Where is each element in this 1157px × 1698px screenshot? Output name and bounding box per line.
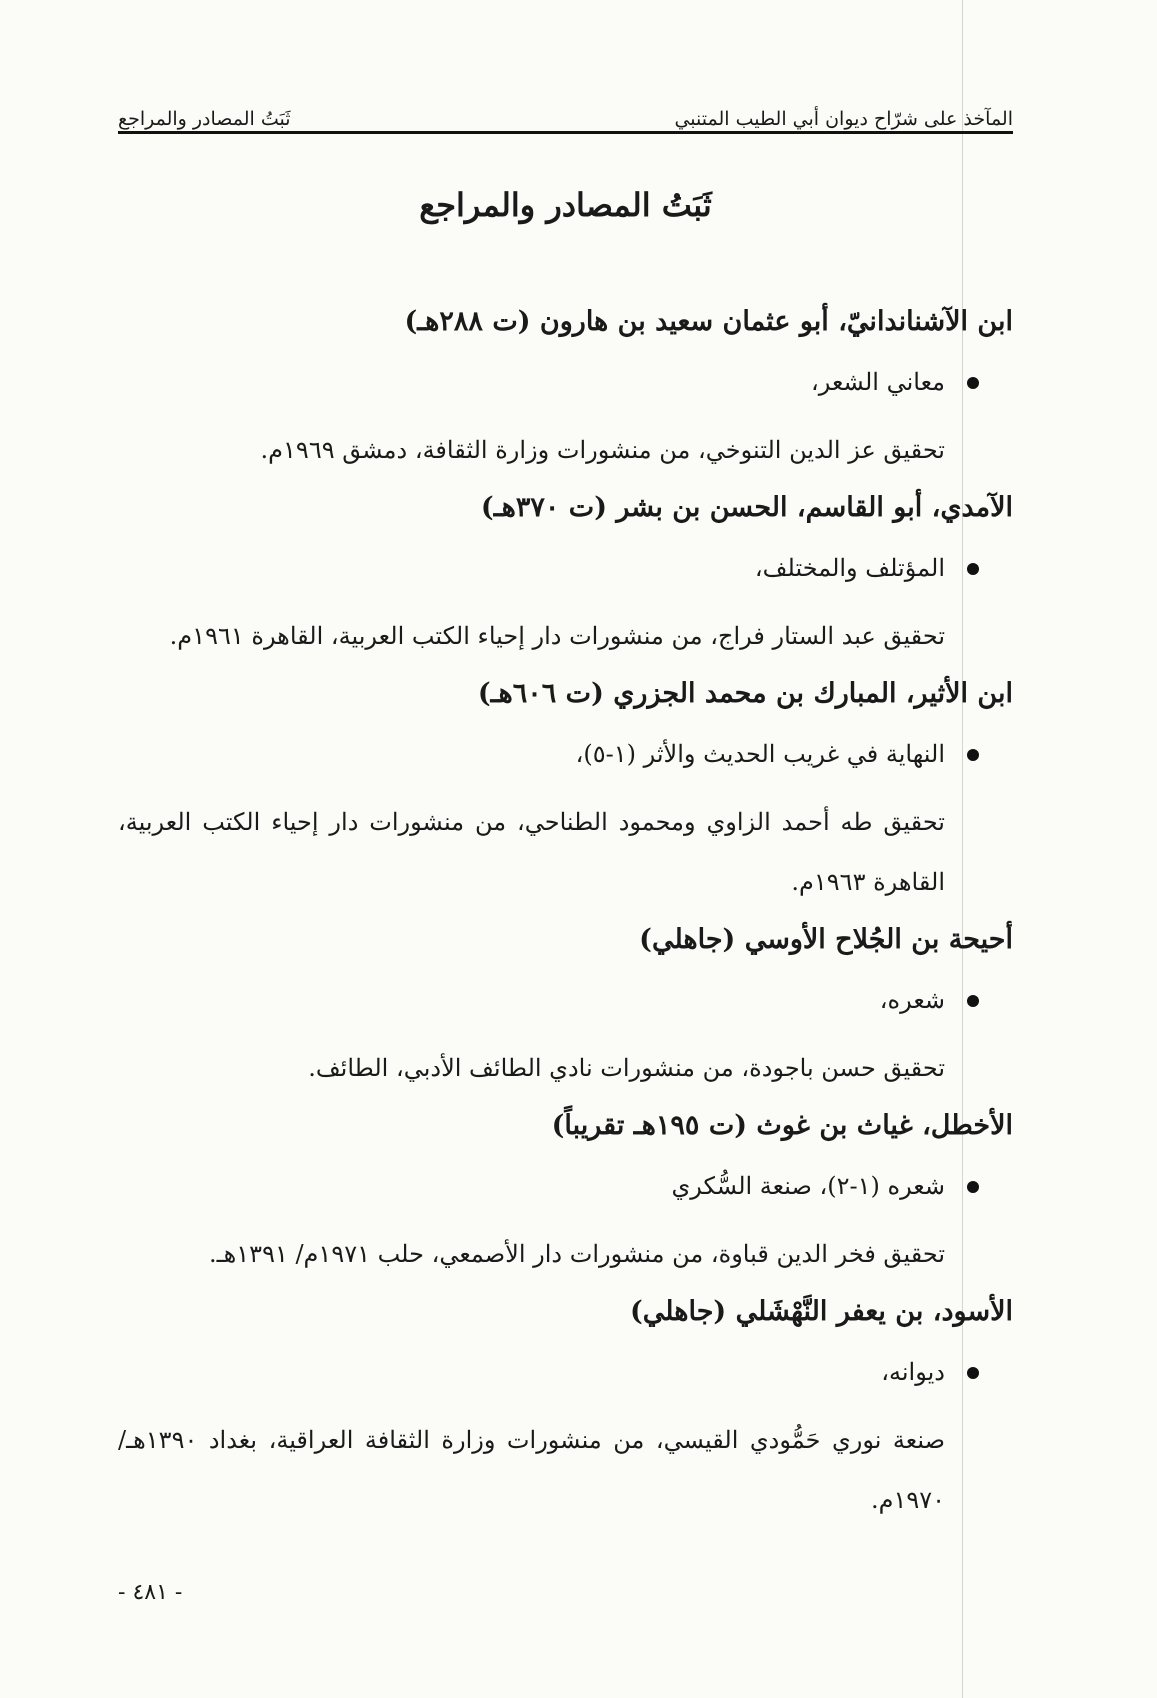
entry-author: الأخطل، غياث بن غوث (ت ١٩٥هـ تقريباً) [551,1110,1013,1141]
entry-edition: تحقيق فخر الدين قباوة، من منشورات دار الأصمعي، حلب ١٩٧١م/ ١٣٩١هـ. [208,1240,945,1268]
entry-work [118,1164,1013,1208]
bibliography-entry [118,1290,1013,1530]
bibliography-entry [118,672,1013,912]
bullet-icon [967,749,979,761]
entry-work-title: شعره، [879,986,945,1014]
entry-author: ابن الآشناندانيّ، أبو عثمان سعيد بن هارون (ت ٢٨٨هـ) [404,306,1013,337]
running-head [118,90,1013,130]
running-head-section-title: ثَبَتُ المصادر والمراجع [118,108,291,130]
entry-work [118,732,1013,776]
entry-work-title: النهاية في غريب الحديث والأثر (١-٥)، [575,740,945,768]
entry-work-title: ديوانه، [881,1358,945,1386]
entry-edition: صنعة نوري حَمُّودي القيسي، من منشورات وزارة الثقافة العراقية، بغداد ١٣٩٠هـ/ ١٩٧٠م. [118,1426,945,1514]
page-number: - ٤٨١ - [118,1580,183,1605]
bibliography-entry [118,300,1013,480]
entry-work-title: شعره (١-٢)، صنعة السُّكري [671,1172,945,1200]
entry-work [118,978,1013,1022]
entry-edition: تحقيق عبد الستار فراج، من منشورات دار إحياء الكتب العربية، القاهرة ١٩٦١م. [169,622,945,650]
page-title: ثَبَتُ المصادر والمراجع [419,186,712,224]
bullet-icon [967,1367,979,1379]
entry-edition: تحقيق طه أحمد الزاوي ومحمود الطناحي، من منشورات دار إحياء الكتب العربية، القاهرة ١٩٦٣م. [118,808,945,896]
entry-author: أحيحة بن الجُلاح الأوسي (جاهلي) [639,924,1013,955]
entry-work [118,546,1013,590]
entry-work-title: معاني الشعر، [810,368,945,396]
bullet-icon [967,995,979,1007]
bullet-icon [967,377,979,389]
running-head-book-title: المآخذ على شرّاح ديوان أبي الطيب المتنبي [674,108,1013,130]
bibliography-entry [118,918,1013,1098]
entry-author: الأسود، بن يعفر النَّهْشَلي (جاهلي) [630,1296,1013,1327]
bullet-icon [967,563,979,575]
bibliography-list [118,300,1013,1536]
bibliography-entry [118,1104,1013,1284]
entry-work [118,1350,1013,1394]
entry-work-title: المؤتلف والمختلف، [754,554,945,582]
entry-author: ابن الأثير، المبارك بن محمد الجزري (ت ٦٠٦هـ) [477,678,1013,709]
bibliography-entry [118,486,1013,666]
entry-work [118,360,1013,404]
bullet-icon [967,1181,979,1193]
entry-author: الآمدي، أبو القاسم، الحسن بن بشر (ت ٣٧٠هـ) [480,492,1013,523]
entry-edition: تحقيق حسن باجودة، من منشورات نادي الطائف الأدبي، الطائف. [308,1054,945,1082]
header-rule [118,131,1013,134]
entry-edition: تحقيق عز الدين التنوخي، من منشورات وزارة الثقافة، دمشق ١٩٦٩م. [260,436,945,464]
